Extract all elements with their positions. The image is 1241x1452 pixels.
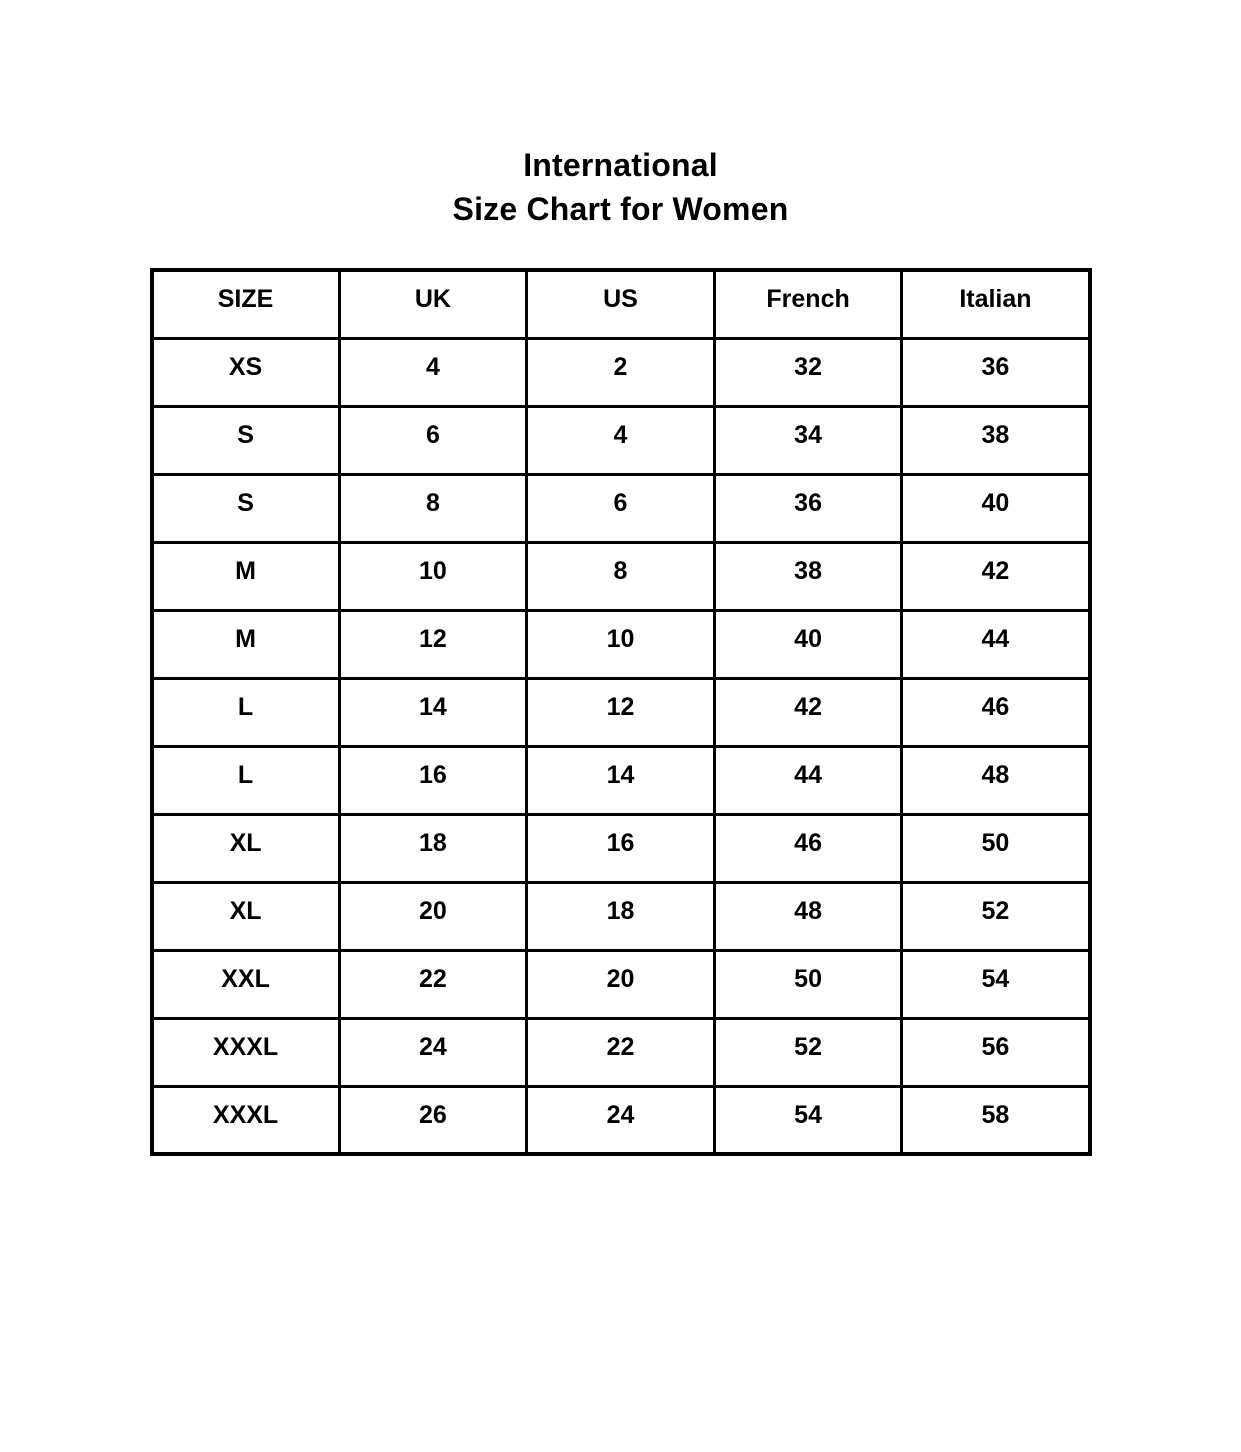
cell-size: XL bbox=[152, 882, 340, 950]
cell-italian: 38 bbox=[902, 406, 1090, 474]
table-row bbox=[152, 746, 1090, 814]
cell-us: 12 bbox=[527, 678, 715, 746]
column-header-uk: UK bbox=[339, 270, 527, 338]
cell-french: 38 bbox=[714, 542, 902, 610]
cell-size: XS bbox=[152, 338, 340, 406]
page-title-line-2: Size Chart for Women bbox=[452, 191, 789, 227]
cell-italian: 50 bbox=[902, 814, 1090, 882]
cell-french: 32 bbox=[714, 338, 902, 406]
cell-uk: 10 bbox=[339, 542, 527, 610]
cell-uk: 16 bbox=[339, 746, 527, 814]
cell-uk: 12 bbox=[339, 610, 527, 678]
cell-french: 50 bbox=[714, 950, 902, 1018]
table-row bbox=[152, 338, 1090, 406]
cell-us: 4 bbox=[527, 406, 715, 474]
cell-uk: 8 bbox=[339, 474, 527, 542]
cell-size: L bbox=[152, 746, 340, 814]
cell-italian: 52 bbox=[902, 882, 1090, 950]
table-row bbox=[152, 814, 1090, 882]
cell-us: 10 bbox=[527, 610, 715, 678]
cell-size: M bbox=[152, 610, 340, 678]
column-header-italian: Italian bbox=[902, 270, 1090, 338]
cell-french: 54 bbox=[714, 1086, 902, 1154]
table-row bbox=[152, 542, 1090, 610]
cell-uk: 18 bbox=[339, 814, 527, 882]
cell-size: L bbox=[152, 678, 340, 746]
table-row bbox=[152, 678, 1090, 746]
cell-french: 52 bbox=[714, 1018, 902, 1086]
cell-french: 34 bbox=[714, 406, 902, 474]
cell-uk: 6 bbox=[339, 406, 527, 474]
cell-us: 16 bbox=[527, 814, 715, 882]
cell-size: S bbox=[152, 474, 340, 542]
table-row bbox=[152, 474, 1090, 542]
cell-french: 48 bbox=[714, 882, 902, 950]
cell-french: 42 bbox=[714, 678, 902, 746]
cell-us: 8 bbox=[527, 542, 715, 610]
cell-french: 36 bbox=[714, 474, 902, 542]
table-row bbox=[152, 406, 1090, 474]
cell-size: S bbox=[152, 406, 340, 474]
cell-us: 6 bbox=[527, 474, 715, 542]
cell-size: XL bbox=[152, 814, 340, 882]
cell-italian: 46 bbox=[902, 678, 1090, 746]
cell-uk: 22 bbox=[339, 950, 527, 1018]
cell-size: XXXL bbox=[152, 1018, 340, 1086]
cell-us: 2 bbox=[527, 338, 715, 406]
column-header-size: SIZE bbox=[152, 270, 340, 338]
cell-french: 44 bbox=[714, 746, 902, 814]
table-row bbox=[152, 882, 1090, 950]
cell-us: 18 bbox=[527, 882, 715, 950]
cell-us: 22 bbox=[527, 1018, 715, 1086]
cell-italian: 48 bbox=[902, 746, 1090, 814]
cell-italian: 54 bbox=[902, 950, 1090, 1018]
cell-uk: 26 bbox=[339, 1086, 527, 1154]
table-row bbox=[152, 950, 1090, 1018]
cell-uk: 4 bbox=[339, 338, 527, 406]
table-row bbox=[152, 1018, 1090, 1086]
cell-italian: 44 bbox=[902, 610, 1090, 678]
cell-uk: 20 bbox=[339, 882, 527, 950]
cell-italian: 36 bbox=[902, 338, 1090, 406]
page-title-line-1: International bbox=[523, 147, 718, 183]
cell-italian: 58 bbox=[902, 1086, 1090, 1154]
cell-size: XXXL bbox=[152, 1086, 340, 1154]
cell-italian: 42 bbox=[902, 542, 1090, 610]
cell-uk: 14 bbox=[339, 678, 527, 746]
column-header-french: French bbox=[714, 270, 902, 338]
table-row bbox=[152, 1086, 1090, 1154]
cell-us: 20 bbox=[527, 950, 715, 1018]
page-title bbox=[0, 143, 1241, 231]
cell-french: 46 bbox=[714, 814, 902, 882]
cell-french: 40 bbox=[714, 610, 902, 678]
column-header-us: US bbox=[527, 270, 715, 338]
cell-uk: 24 bbox=[339, 1018, 527, 1086]
cell-size: XXL bbox=[152, 950, 340, 1018]
cell-us: 14 bbox=[527, 746, 715, 814]
cell-us: 24 bbox=[527, 1086, 715, 1154]
cell-italian: 56 bbox=[902, 1018, 1090, 1086]
header-row bbox=[152, 270, 1090, 338]
size-chart-table bbox=[150, 268, 1092, 1156]
cell-size: M bbox=[152, 542, 340, 610]
cell-italian: 40 bbox=[902, 474, 1090, 542]
table-row bbox=[152, 610, 1090, 678]
